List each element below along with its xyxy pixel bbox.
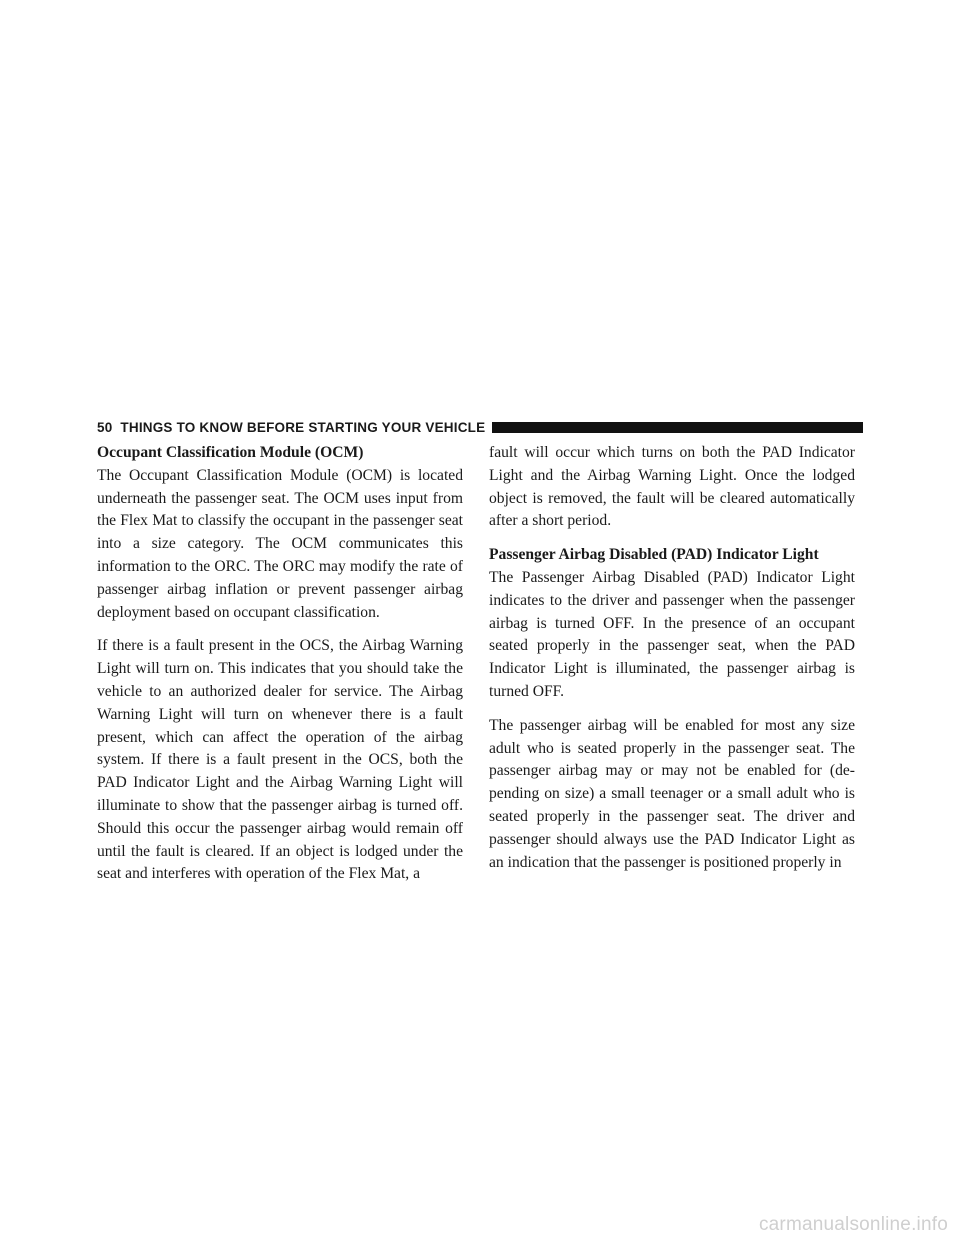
paragraph-continued: fault will occur which turns on both the PAD Indicator Light and the Airbag Warning Light. Once the lodged object is removed, the fault will be cleared automatically after a short period. — [489, 444, 855, 530]
watermark: carmanualsonline.info — [758, 1214, 948, 1235]
heading-ocm: Occupant Classification Module (OCM) — [97, 444, 364, 461]
header-rule — [492, 422, 863, 433]
section-title: THINGS TO KNOW BEFORE STARTING YOUR VEHICLE — [120, 419, 486, 435]
paragraph-enabled: The passenger airbag will be enabled for most any size adult who is seated properly in the passenger seat. The passenger airbag may or may not be enabled for (depending on size) a small teenager or a small adult who is seated properly in the passenger seat. The driver and passenger should always use the PAD Indicator Light as an indication that the passenger is positioned properly in — [489, 716, 855, 871]
left-column — [97, 442, 463, 897]
right-column — [489, 442, 855, 885]
paragraph-fault: If there is a fault present in the OCS, the Airbag Warning Light will turn on. This indicates that you should take the vehicle to an authorized dealer for service. The Airbag Warning Light will turn on whenever there is a fault present, which can affect the operation of the airbag system. If there is a fault present in the OCS, both the PAD Indicator Light and the Airbag Warning Light will illuminate to show that the passenger airbag is turned off. Should this occur the passenger airbag would remain off until the fault is cleared. If an object is lodged under the seat and interferes with operation of the Flex Mat, a — [97, 637, 463, 883]
paragraph-pad: The Passenger Airbag Disabled (PAD) Indicator Light indicates to the driver and passenger when the passenger airbag is turned OFF. In the presence of an occupant seated properly in the passenger seat, when the PAD Indicator Light is illuminated, the passenger airbag is turned OFF. — [489, 568, 855, 700]
heading-pad: Passenger Airbag Disabled (PAD) Indicator Light — [489, 546, 819, 564]
page-number: 50 — [97, 419, 113, 435]
paragraph-ocm: The Occupant Classification Module (OCM) is located underneath the passenger seat. The OCM uses input from the Flex Mat to classify the occupant in the passenger seat into a size category. The OCM communicates this information to the ORC. The ORC may modify the rate of passenger airbag inflation or prevent passenger airbag deployment based on occupant classification. — [97, 466, 463, 621]
page-header — [97, 418, 863, 436]
